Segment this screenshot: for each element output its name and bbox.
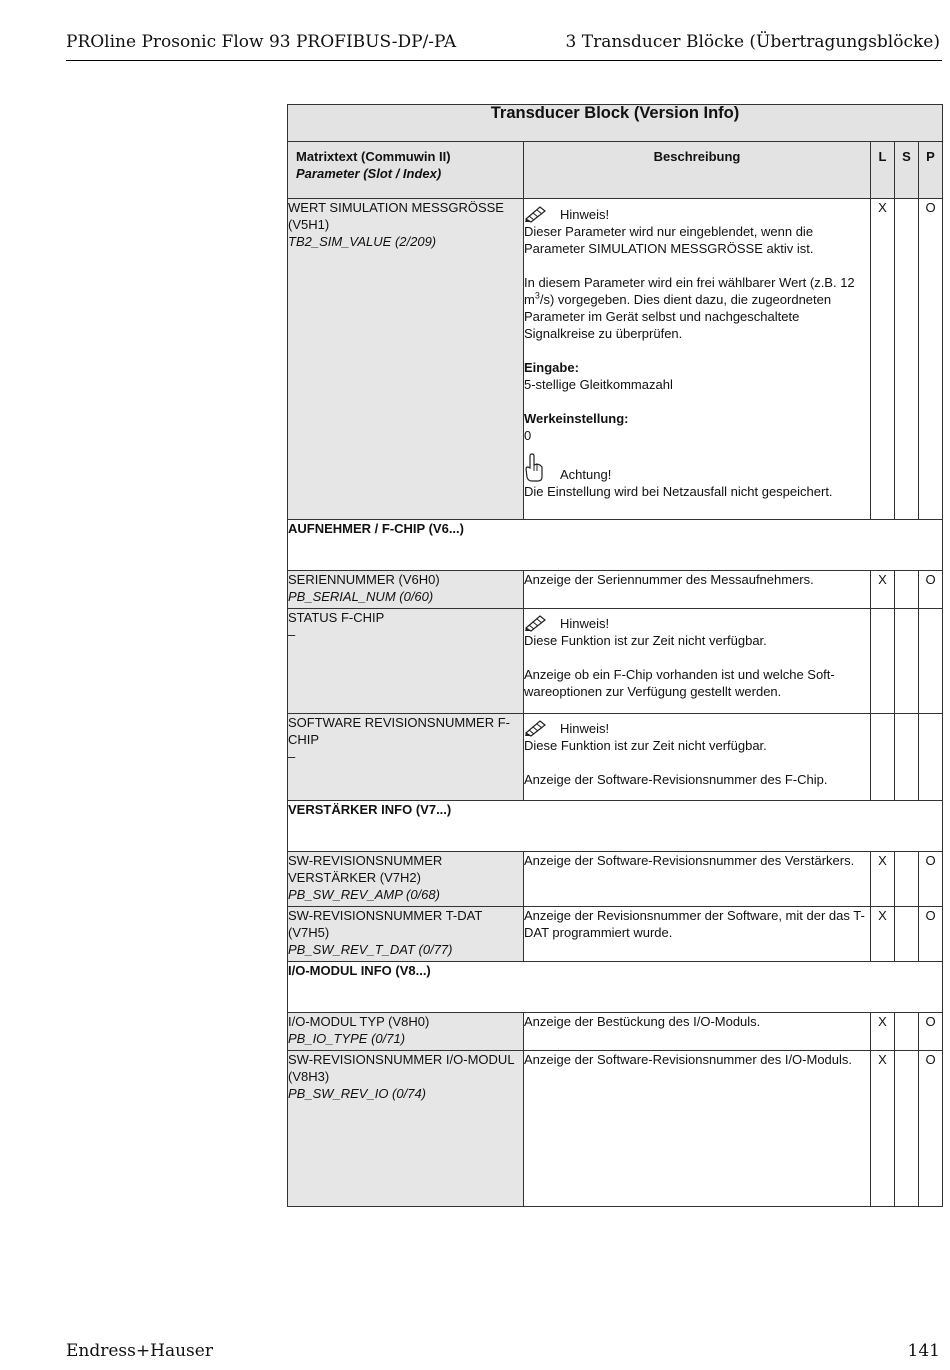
parameter-cell	[288, 571, 524, 609]
description-cell	[524, 609, 871, 714]
description-text: Anzeige ob ein F-Chip vorhanden ist und welche Softwareoptionen zur Verfügung gestellt werden.	[524, 667, 835, 699]
table-row	[288, 1051, 943, 1207]
section-row	[288, 801, 943, 852]
parameter-cell	[288, 714, 524, 801]
flag-p: O	[919, 571, 943, 609]
description-cell: Anzeige der Software-Revisionsnummer des Verstärkers.	[524, 852, 871, 907]
description-cell	[524, 714, 871, 801]
parameter-index: PB_SERIAL_NUM (0/60)	[288, 589, 434, 604]
description-cell: Anzeige der Seriennummer des Messaufnehmers.	[524, 571, 871, 609]
description-cell: Anzeige der Revisionsnummer der Software, mit der das T-DAT programmiert wurde.	[524, 907, 871, 962]
section-heading-aufnehmer: AUFNEHMER / F-CHIP (V6...)	[288, 520, 943, 571]
table-row	[288, 1013, 943, 1051]
column-header-row	[288, 142, 943, 199]
column-header-description: Beschreibung	[524, 142, 871, 199]
parameter-cell	[288, 1051, 524, 1207]
matrix-text: SERIENNUMMER (V6H0)	[288, 572, 440, 587]
matrix-text: STATUS F-CHIP	[288, 610, 385, 625]
parameter-index: PB_SW_REV_IO (0/74)	[288, 1086, 426, 1101]
parameter-index: –	[288, 627, 296, 642]
parameter-index: PB_SW_REV_T_DAT (0/77)	[288, 942, 453, 957]
description-cell: Anzeige der Bestückung des I/O-Moduls.	[524, 1013, 871, 1051]
flag-s	[895, 609, 919, 714]
table-title: Transducer Block (Version Info)	[288, 105, 943, 142]
column-header-l: L	[871, 142, 895, 199]
flag-l: X	[871, 199, 895, 520]
section-row	[288, 520, 943, 571]
table-row	[288, 199, 943, 520]
flag-p: O	[919, 852, 943, 907]
table-row	[288, 714, 943, 801]
parameter-index: PB_IO_TYPE (0/71)	[288, 1031, 406, 1046]
flag-l	[871, 609, 895, 714]
header-document-title: PROline Prosonic Flow 93 PROFIBUS-DP/-PA	[66, 32, 457, 52]
hint-label: Hinweis!	[560, 616, 610, 631]
column-header-p: P	[919, 142, 943, 199]
parameter-cell	[288, 852, 524, 907]
flag-l: X	[871, 907, 895, 962]
flag-p: O	[919, 1013, 943, 1051]
parameter-cell	[288, 609, 524, 714]
flag-s	[895, 907, 919, 962]
flag-s	[895, 571, 919, 609]
flag-l	[871, 714, 895, 801]
section-heading-io-modul: I/O-MODUL INFO (V8...)	[288, 962, 943, 1013]
pencil-note-icon	[524, 614, 548, 632]
flag-p	[919, 609, 943, 714]
hint-text: Diese Funktion ist zur Zeit nicht verfügbar.	[524, 633, 767, 648]
header-rule	[66, 60, 942, 61]
matrix-text: I/O-MODUL TYP (V8H0)	[288, 1014, 430, 1029]
pointing-hand-icon	[524, 453, 548, 483]
matrix-text: SW-REVISIONSNUMMER T-DAT (V7H5)	[288, 908, 483, 940]
matrix-text: WERT SIMULATION MESSGRÖSSE (V5H1)	[288, 200, 504, 232]
flag-p: O	[919, 199, 943, 520]
description-cell: Anzeige der Software-Revisionsnummer des I/O-Moduls.	[524, 1051, 871, 1207]
hint-text: Diese Funktion ist zur Zeit nicht verfügbar.	[524, 738, 767, 753]
flag-s	[895, 199, 919, 520]
section-row	[288, 962, 943, 1013]
parameter-index: TB2_SIM_VALUE (2/209)	[288, 234, 437, 249]
column-header-parameter: Matrixtext (Commuwin II) Parameter (Slot / Index)	[288, 142, 524, 199]
caution-text: Die Einstellung wird bei Netzausfall nicht gespeichert.	[524, 484, 833, 499]
section-heading-verstaerker: VERSTÄRKER INFO (V7...)	[288, 801, 943, 852]
table-row	[288, 852, 943, 907]
flag-l: X	[871, 1013, 895, 1051]
matrix-text: SW-REVISIONSNUMMER I/O-MODUL (V8H3)	[288, 1052, 515, 1084]
parameter-index: –	[288, 749, 296, 764]
transducer-block-table	[287, 104, 943, 1207]
flag-p: O	[919, 907, 943, 962]
parameter-cell	[288, 907, 524, 962]
default-value: 0	[524, 428, 532, 443]
column-header-s: S	[895, 142, 919, 199]
flag-p	[919, 714, 943, 801]
table-row	[288, 571, 943, 609]
hint-text: Dieser Parameter wird nur eingeblendet, wenn die Parameter SIMULATION MESSGRÖSSE aktiv ist.	[524, 224, 814, 256]
header-chapter-title: 3 Transducer Blöcke (Übertragungsblöcke)	[565, 32, 940, 52]
matrix-text: SW-REVISIONSNUMMER VERSTÄRKER (V7H2)	[288, 853, 443, 885]
flag-l: X	[871, 852, 895, 907]
flag-l: X	[871, 571, 895, 609]
matrix-text: SOFTWARE REVISIONSNUMMER F-CHIP	[288, 715, 510, 747]
caution-label: Achtung!	[560, 467, 612, 482]
parameter-cell	[288, 199, 524, 520]
flag-s	[895, 714, 919, 801]
parameter-index: PB_SW_REV_AMP (0/68)	[288, 887, 440, 902]
footer-brand: Endress+Hauser	[66, 1341, 213, 1361]
page-number: 141	[907, 1341, 940, 1361]
flag-l: X	[871, 1051, 895, 1207]
description-text: Anzeige der Software-Revisionsnummer des F-Chip.	[524, 772, 828, 787]
flag-s	[895, 1051, 919, 1207]
parameter-cell	[288, 1013, 524, 1051]
hint-label: Hinweis!	[560, 207, 610, 222]
table-row	[288, 609, 943, 714]
pencil-note-icon	[524, 719, 548, 737]
default-label: Werkeinstellung:	[524, 411, 629, 426]
flag-s	[895, 852, 919, 907]
hint-label: Hinweis!	[560, 721, 610, 736]
input-value: 5-stellige Gleitkommazahl	[524, 377, 673, 392]
table-row	[288, 907, 943, 962]
description-paragraph: In diesem Parameter wird ein frei wählbarer Wert (z.B. 12 $m^3/s$) vorgegeben. Dies dient dazu, die zugeordneten Parameter im Gerät selbst und nachgeschaltete Signalkreise zu überprüfen.	[524, 275, 855, 341]
flag-s	[895, 1013, 919, 1051]
description-cell	[524, 199, 871, 520]
pencil-note-icon	[524, 205, 548, 223]
input-label: Eingabe:	[524, 360, 579, 375]
flag-p: O	[919, 1051, 943, 1207]
